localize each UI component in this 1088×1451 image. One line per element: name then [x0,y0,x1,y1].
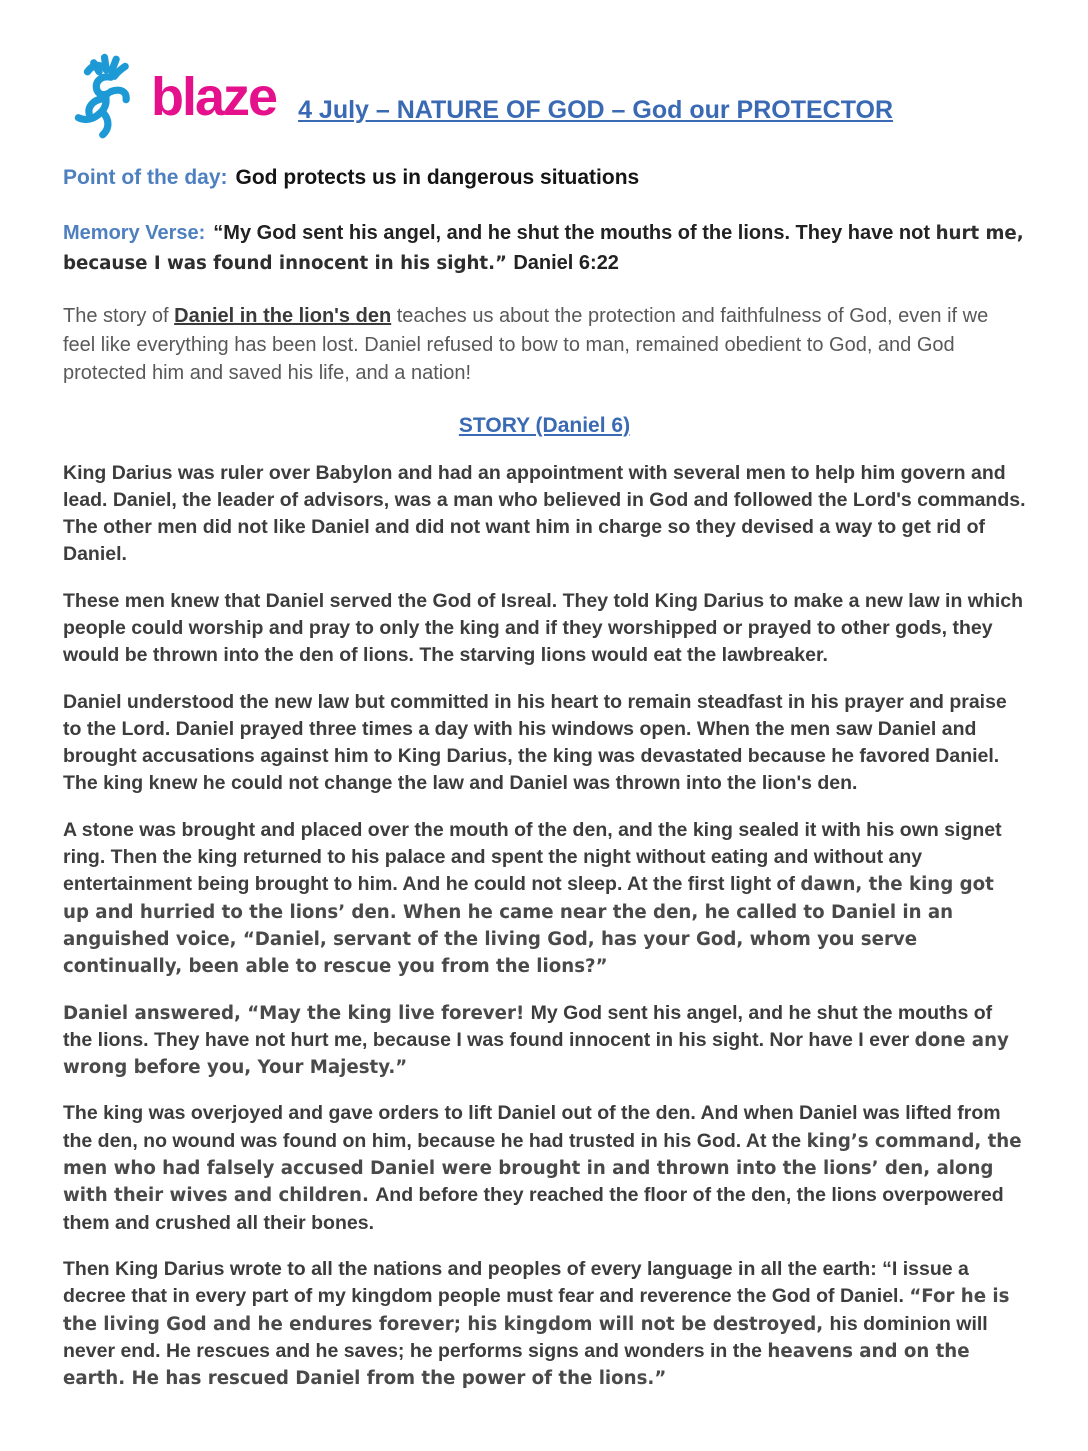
text-segment: done any wrong before you, Your Majesty.” [63,1029,1009,1079]
text-segment: Then King Darius wrote to all the nations and peoples of every language in all the earth: “I issue a decree that in every part of my kingdom people must fear and reverence the God of Daniel. [63,1257,969,1308]
story-paragraph [63,817,1026,981]
intro-text-after: teaches us about the protection and faithfulness of God, even if we feel like everything has been lost. Daniel refused to bow to man, remained obedient to God, and God protected him and saved his life, and a nation! [63,305,989,385]
story-body [63,460,1026,1393]
text-segment: Daniel 6:22 [513,252,619,275]
memory-verse-label: Memory Verse: [63,222,206,245]
text-segment: A stone was brought and placed over the mouth of the den, and the king sealed it with his own signet ring. Then the king returned to his palace and spent the night without eating and without any entertainment being brought to him. And he could not sleep. At the first light of [63,818,1002,896]
text-segment: These men knew that Daniel served the God of Isreal. They told King Darius to make a new law in which people could worship and pray to only the king and if they worshipped or prayed to other gods, they would be thrown into the den of lions. The starving lions would eat the lawbreaker. [63,589,1024,667]
text-segment: hurt me, because I was found innocent in his sight.” [63,223,1024,275]
intro-text-before: The story of [63,305,175,328]
point-of-day-text: God protects us in dangerous situations [235,166,640,189]
text-segment: heavens and on the earth. He has rescued Daniel from the power of the lions.” [63,1340,970,1390]
story-heading: STORY (Daniel 6) [458,413,631,437]
text-segment: Daniel answered, “May the king live forever! [63,1002,531,1024]
text-segment: dawn, the king got up and hurried to the lions’ den. When he came near the den, he called to Daniel in an anguished voice, “Daniel, servant of the living God, has your God, whom you serve continually, been able to rescue you from the lions?” [63,874,994,978]
memory-verse-text [63,222,1024,274]
blaze-logo [63,52,276,142]
text-segment: The king was overjoyed and gave orders to lift Daniel out of the den. And when Daniel was lifted from the den, no wound was found on him, because he had trusted in his God. At the [63,1102,1001,1152]
intro-paragraph [63,302,1026,387]
story-paragraph [63,588,1026,670]
memory-verse-line [63,218,1026,278]
text-segment: Daniel understood the new law but committed in his heart to remain steadfast in his prayer and praise to the Lord. Daniel prayed three times a day with his windows open. When the men saw Daniel and brought accusations against him to King Darius, the king was devastated because he favored Daniel. The king knew he could not change the law and Daniel was thrown into the lion's den. [63,690,1007,795]
text-segment: king’s command, the men who had falsely accused Daniel were brought in and thrown into the lions’ den, along with their wives and children. [63,1130,1022,1207]
story-paragraph [63,689,1026,798]
text-segment: his dominion will never end. He rescues and he saves; he performs signs and wonders in the [63,1312,988,1362]
story-paragraph [63,1256,1026,1392]
text-segment: My God sent his angel, and he shut the mouths of the lions. They have not hurt me, because I was found innocent in his sight. Nor have I ever [63,1001,993,1051]
text-segment: King Darius was ruler over Babylon and had an appointment with several men to help him govern and lead. Daniel, the leader of advisors, was a man who believed in God and followed the Lord's commands. The other men did not like Daniel and did not want him in charge so they devised a way to get rid of Daniel. [63,461,1026,566]
story-paragraph [63,460,1026,569]
intro-emphasis: Daniel in the lion's den [174,305,392,328]
text-segment: “My God sent his angel, and he shut the mouths of the lions. They have not [213,222,936,245]
point-of-day-label: Point of the day: [63,166,228,189]
point-of-day-line [63,164,1026,192]
blaze-brand-text: blaze [151,67,277,127]
document-header [63,52,1026,142]
document-title: 4 July – NATURE OF GOD – God our PROTECTOR [298,95,894,124]
dancing-figure-icon [63,52,155,142]
text-segment: And before they reached the floor of the den, the lions overpowered them and crushed all their bones. [63,1184,1004,1234]
story-paragraph [63,1100,1026,1236]
story-paragraph [63,1000,1026,1082]
text-segment: “For he is the living God and he endures forever; his kingdom will not be destroyed, [63,1286,1010,1335]
